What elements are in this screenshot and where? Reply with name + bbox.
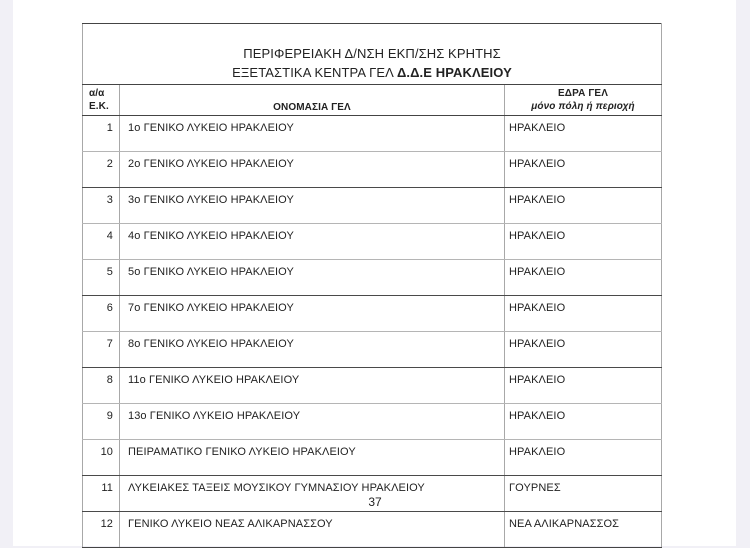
header-number-line1: α/α [89, 88, 105, 99]
school-seat: ΝΕΑ ΑΛΙΚΑΡΝΑΣΣΟΣ [505, 512, 662, 548]
school-name: 7ο ΓΕΝΙΚΟ ΛΥΚΕΙΟ ΗΡΑΚΛΕΙΟΥ [120, 296, 505, 332]
header-row [83, 85, 662, 116]
header-name: ΟΝΟΜΑΣΙΑ ΓΕΛ [120, 85, 505, 116]
table-row [83, 296, 662, 332]
title-row [83, 24, 662, 85]
table-row [83, 512, 662, 548]
school-seat: ΗΡΑΚΛΕΙΟ [505, 404, 662, 440]
table-row [83, 404, 662, 440]
table-row [83, 260, 662, 296]
school-seat: ΗΡΑΚΛΕΙΟ [505, 440, 662, 476]
row-number: 9 [83, 404, 120, 440]
header-number [83, 85, 120, 116]
school-seat: ΗΡΑΚΛΕΙΟ [505, 224, 662, 260]
title-line-2-prefix: ΕΞΕΤΑΣΤΙΚΑ ΚΕΝΤΡΑ ΓΕΛ [232, 65, 397, 80]
school-name: 13ο ΓΕΝΙΚΟ ΛΥΚΕΙΟ ΗΡΑΚΛΕΙΟΥ [120, 404, 505, 440]
table-row [83, 152, 662, 188]
header-seat-line1: ΕΔΡΑ ΓΕΛ [558, 88, 608, 99]
school-seat: ΗΡΑΚΛΕΙΟ [505, 116, 662, 152]
row-number: 8 [83, 368, 120, 404]
school-name: 2ο ΓΕΝΙΚΟ ΛΥΚΕΙΟ ΗΡΑΚΛΕΙΟΥ [120, 152, 505, 188]
row-number: 5 [83, 260, 120, 296]
school-name: ΓΕΝΙΚΟ ΛΥΚΕΙΟ ΝΕΑΣ ΑΛΙΚΑΡΝΑΣΣΟΥ [120, 512, 505, 548]
title-line-2 [83, 63, 661, 82]
table-row [83, 332, 662, 368]
row-number: 12 [83, 512, 120, 548]
school-name: 8ο ΓΕΝΙΚΟ ΛΥΚΕΙΟ ΗΡΑΚΛΕΙΟΥ [120, 332, 505, 368]
table-row [83, 368, 662, 404]
document-title [83, 24, 662, 85]
school-seat: ΗΡΑΚΛΕΙΟ [505, 332, 662, 368]
school-seat: ΓΟΥΡΝΕΣ [505, 476, 662, 512]
row-number: 4 [83, 224, 120, 260]
school-seat: ΗΡΑΚΛΕΙΟ [505, 368, 662, 404]
header-seat-line2: μόνο πόλη ή περιοχή [531, 101, 635, 112]
row-number: 1 [83, 116, 120, 152]
title-line-1: ΠΕΡΙΦΕΡΕΙΑΚΗ Δ/ΝΣΗ ΕΚΠ/ΣΗΣ ΚΡΗΤΗΣ [243, 46, 501, 61]
school-name: 11ο ΓΕΝΙΚΟ ΛΥΚΕΙΟ ΗΡΑΚΛΕΙΟΥ [120, 368, 505, 404]
school-name: ΠΕΙΡΑΜΑΤΙΚΟ ΓΕΝΙΚΟ ΛΥΚΕΙΟ ΗΡΑΚΛΕΙΟΥ [120, 440, 505, 476]
school-seat: ΗΡΑΚΛΕΙΟ [505, 152, 662, 188]
table-row [83, 224, 662, 260]
exam-centers-table [82, 23, 662, 548]
row-number: 3 [83, 188, 120, 224]
school-name: 4ο ΓΕΝΙΚΟ ΛΥΚΕΙΟ ΗΡΑΚΛΕΙΟΥ [120, 224, 505, 260]
table-row [83, 116, 662, 152]
school-name: 3ο ΓΕΝΙΚΟ ΛΥΚΕΙΟ ΗΡΑΚΛΕΙΟΥ [120, 188, 505, 224]
header-number-line2: Ε.Κ. [89, 101, 109, 112]
row-number: 7 [83, 332, 120, 368]
school-name: 1ο ΓΕΝΙΚΟ ΛΥΚΕΙΟ ΗΡΑΚΛΕΙΟΥ [120, 116, 505, 152]
row-number: 11 [83, 476, 120, 512]
row-number: 6 [83, 296, 120, 332]
table-row [83, 188, 662, 224]
school-name: ΛΥΚΕΙΑΚΕΣ ΤΑΞΕΙΣ ΜΟΥΣΙΚΟΥ ΓΥΜΝΑΣΙΟΥ ΗΡΑΚΛΕΙΟΥ [120, 476, 505, 512]
school-name: 5ο ΓΕΝΙΚΟ ΛΥΚΕΙΟ ΗΡΑΚΛΕΙΟΥ [120, 260, 505, 296]
table-body [83, 116, 662, 548]
header-seat [505, 85, 662, 116]
row-number: 2 [83, 152, 120, 188]
school-seat: ΗΡΑΚΛΕΙΟ [505, 188, 662, 224]
title-line-2-bold: Δ.Δ.Ε ΗΡΑΚΛΕΙΟΥ [396, 65, 512, 80]
school-seat: ΗΡΑΚΛΕΙΟ [505, 260, 662, 296]
school-seat: ΗΡΑΚΛΕΙΟ [505, 296, 662, 332]
table-row [83, 440, 662, 476]
row-number: 10 [83, 440, 120, 476]
page-number: 37 [368, 495, 382, 509]
